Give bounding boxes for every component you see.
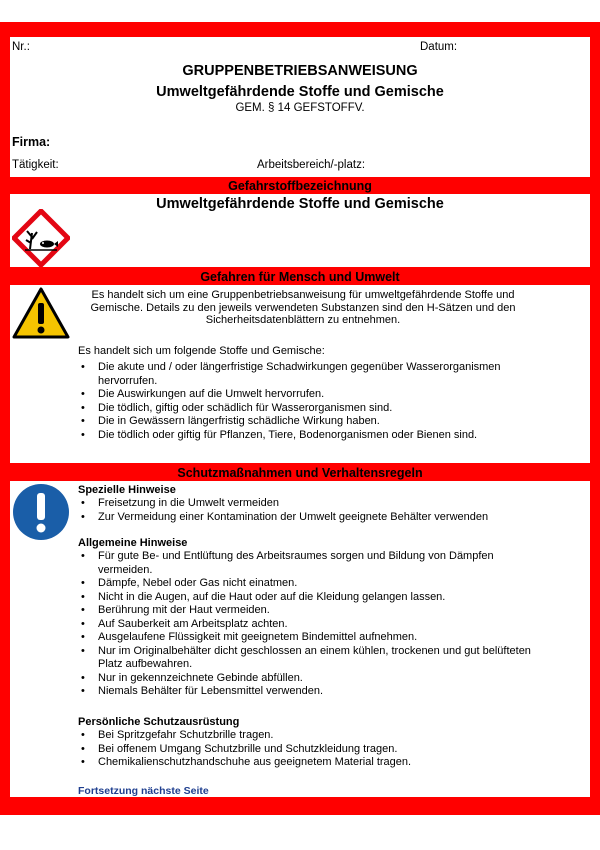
allgemein-list-item: • Nur in gekennzeichnete Gebinde abfüllen. [78, 672, 538, 686]
legal-reference: GEM. § 14 GEFSTOFFV. [235, 102, 365, 114]
speziell-list-item: • Freisetzung in die Umwelt vermeiden [78, 497, 568, 511]
allgemein-list [78, 550, 538, 699]
section-bar-gefahrstoff: Gefahrstoffbezeichnung [228, 179, 372, 193]
speziell-list [78, 497, 568, 524]
mandatory-exclamation-icon [12, 483, 70, 541]
allgemein-list-item: • Niemals Behälter für Lebensmittel verwenden. [78, 685, 538, 699]
environment-hazard-ghs09-icon [12, 209, 70, 267]
gefahrstoff-panel [10, 194, 590, 267]
allgemein-list-item: • Für gute Be- und Entlüftung des Arbeitsraumes sorgen und Bildung von Dämpfen vermeiden. [78, 550, 538, 577]
psa-list-item: • Bei offenem Umgang Schutzbrille und Schutzkleidung tragen. [78, 743, 568, 757]
allgemein-list-item: • Auf Sauberkeit am Arbeitsplatz achten. [78, 618, 538, 632]
psa-list [78, 729, 568, 770]
continuation-note: Fortsetzung nächste Seite [78, 785, 209, 797]
allgemein-list-item: • Dämpfe, Nebel oder Gas nicht einatmen. [78, 577, 538, 591]
gefahren-list-item: • Die tödlich, giftig oder schädlich für Wasserorganismen sind. [78, 402, 548, 416]
taetigkeit-label: Tätigkeit: [12, 159, 59, 171]
allgemein-list-item: • Nicht in die Augen, auf die Haut oder auf die Kleidung gelangen lassen. [78, 591, 538, 605]
document-title: GRUPPENBETRIEBSANWEISUNG [182, 63, 418, 79]
gefahren-panel [10, 285, 590, 463]
gefahren-list [78, 361, 548, 442]
firma-label: Firma: [12, 135, 51, 149]
allgemein-section [78, 537, 538, 699]
warning-triangle-icon [12, 287, 70, 339]
header-panel [10, 37, 590, 177]
speziell-title: Spezielle Hinweise [78, 484, 176, 496]
substance-name: Umweltgefährdende Stoffe und Gemische [156, 196, 444, 212]
document-subtitle: Umweltgefährdende Stoffe und Gemische [156, 84, 444, 100]
section-bar-schutz: Schutzmaßnahmen und Verhaltensregeln [177, 466, 423, 480]
gefahren-list-item: • Die tödlich oder giftig für Pflanzen, Tiere, Bodenorganismen oder Bienen sind. [78, 429, 548, 443]
psa-title: Persönliche Schutzausrüstung [78, 716, 240, 728]
arbeitsbereich-label: Arbeitsbereich/-platz: [257, 159, 366, 171]
gefahren-intro: Es handelt sich um eine Gruppenbetriebsanweisung für umweltgefährdende Stoffe und Gemische. Details zu den jeweils verwendeten Substanzen sind den H-Sätzen und den Sicherheitsdatenblättern zu entnehmen. [90, 289, 516, 326]
gefahren-list-item: • Die Auswirkungen auf die Umwelt hervorrufen. [78, 388, 548, 402]
section-bar-gefahren: Gefahren für Mensch und Umwelt [200, 270, 400, 284]
allgemein-title: Allgemeine Hinweise [78, 537, 188, 549]
speziell-section [78, 484, 568, 524]
gefahren-list-intro: Es handelt sich um folgende Stoffe und Gemische: [78, 345, 325, 357]
allgemein-list-item: • Nur im Originalbehälter dicht geschlossen an einem kühlen, trockenen und gut belüfteten Platz aufbewahren. [78, 645, 538, 672]
schutz-panel [10, 481, 590, 797]
allgemein-list-item: • Ausgelaufene Flüssigkeit mit geeignetem Bindemittel aufnehmen. [78, 631, 538, 645]
nr-label: Nr.: [12, 41, 30, 53]
gefahren-list-item: • Die in Gewässern längerfristig schädliche Wirkung haben. [78, 415, 548, 429]
psa-list-item: • Bei Spritzgefahr Schutzbrille tragen. [78, 729, 568, 743]
psa-list-item: • Chemikalienschutzhandschuhe aus geeignetem Material tragen. [78, 756, 568, 770]
gefahren-list-item: • Die akute und / oder längerfristige Schadwirkungen gegenüber Wasserorganismen hervorrufen. [78, 361, 548, 388]
psa-section [78, 716, 568, 770]
allgemein-list-item: • Berührung mit der Haut vermeiden. [78, 604, 538, 618]
speziell-list-item: • Zur Vermeidung einer Kontamination der Umwelt geeignete Behälter verwenden [78, 511, 568, 525]
datum-label: Datum: [420, 41, 458, 53]
